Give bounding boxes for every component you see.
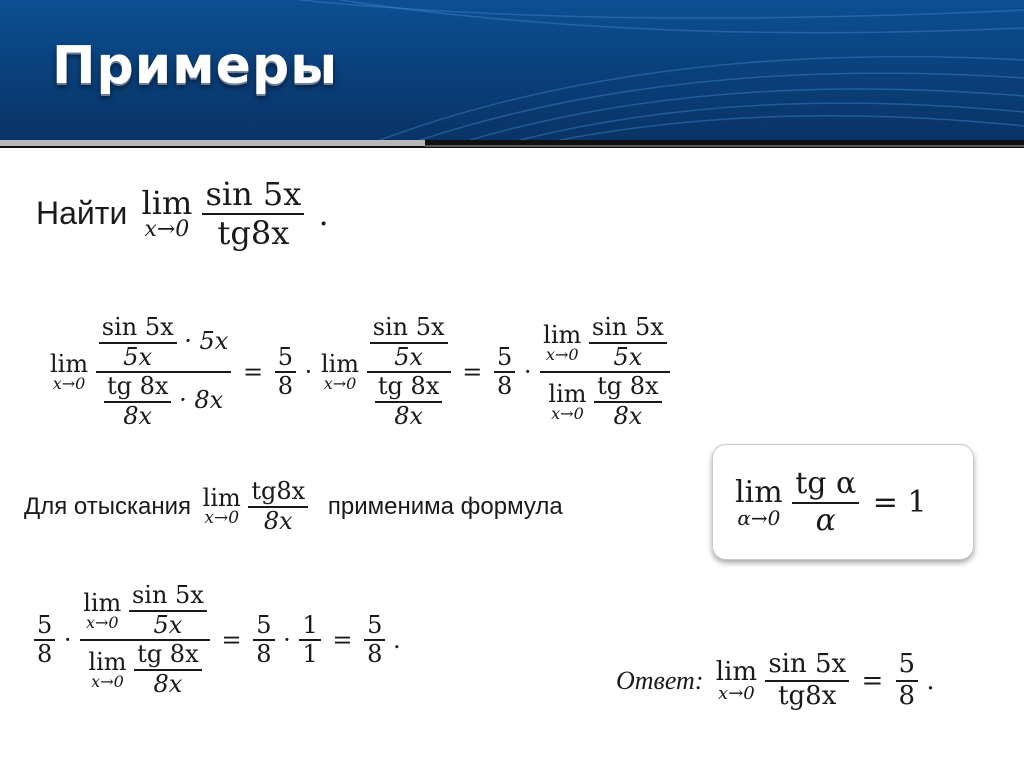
step1-tg8x-c: tg 8x <box>594 373 661 403</box>
step1-lim-sub-d: x→0 <box>551 403 584 423</box>
step1-equation <box>50 314 670 430</box>
step2-dot-a: · <box>63 626 72 655</box>
step1-tg-over-8x-b <box>375 373 442 430</box>
step1-equals-b: = <box>462 358 483 387</box>
step1-times-5x: · 5x <box>184 327 229 356</box>
step1-times-8x: · 8x <box>179 386 224 415</box>
step1-tg8x-a: tg 8x <box>104 373 171 403</box>
step2-limit-a <box>83 588 122 632</box>
formula-fraction <box>792 467 859 538</box>
step2-five-eighths-a <box>34 612 55 669</box>
step1-tg8x-b: tg 8x <box>375 373 442 403</box>
step1-five-eighths-a <box>275 344 296 401</box>
step1-lim-sub-c: x→0 <box>545 344 579 364</box>
step1-big-num-b <box>367 314 451 373</box>
step1-big-num-c <box>540 314 670 373</box>
step2-big-num <box>80 582 210 641</box>
step2-big-den <box>80 641 210 698</box>
step2-dot-b: · <box>283 626 291 655</box>
step2-lim-word-b: lim <box>88 647 127 676</box>
step1-5x-a: 5x <box>123 342 153 371</box>
step1-tg-over-8x-c <box>594 373 661 430</box>
answer-colon: : <box>694 665 704 695</box>
step1-lim-word-d: lim <box>548 379 587 408</box>
step2-tg8x: tg 8x <box>134 641 201 671</box>
step1-lim-word-c: lim <box>543 320 582 349</box>
answer-lim-sub: x→0 <box>718 682 755 704</box>
answer-result <box>896 650 919 712</box>
step1-dot-b: · <box>523 358 532 387</box>
note-limit <box>203 486 241 527</box>
step2-period: . <box>393 626 401 655</box>
header-divider-light <box>0 140 425 146</box>
step1-tg-over-8x-a <box>104 373 171 430</box>
step2-equation <box>34 582 401 698</box>
step2-equals-a: = <box>221 626 242 655</box>
step1-sin5x-c: sin 5x <box>589 314 667 344</box>
task-lim-sub: x→0 <box>144 216 190 242</box>
step2-equals-b: = <box>332 626 353 655</box>
step1-lim-sub-a: x→0 <box>52 374 86 394</box>
step2-one-over-one <box>299 612 320 669</box>
step1-sin-over-5x-c <box>589 314 667 371</box>
step1-limit-a <box>50 352 88 392</box>
step2-lim-word-a: lim <box>83 588 122 617</box>
answer-eight: 8 <box>898 680 916 711</box>
answer-limit <box>715 656 758 704</box>
step2-five-c: 5 <box>364 612 385 642</box>
step1-big-fraction-c <box>540 314 670 430</box>
note-fraction <box>248 478 308 535</box>
step1-big-den-a <box>96 373 232 430</box>
formula-lim-sub: α→0 <box>737 505 781 530</box>
step2-eight-c: 8 <box>367 640 383 669</box>
step2-five-eighths-b <box>253 612 274 669</box>
answer-period: . <box>926 665 935 696</box>
step1-eight-b: 8 <box>496 372 513 401</box>
note-denominator: 8x <box>263 506 293 535</box>
note-numerator: tg8x <box>248 478 308 508</box>
step2-5x: 5x <box>153 610 183 639</box>
formula-box <box>712 444 974 560</box>
step1-5x-c: 5x <box>613 342 643 371</box>
step2-eight-a: 8 <box>37 640 53 669</box>
step1-sin-over-5x-b <box>370 314 448 371</box>
step1-big-den-c <box>540 373 670 430</box>
answer-numerator: sin 5x <box>765 650 849 682</box>
header-divider-line <box>425 145 1024 147</box>
step1-big-fraction-a <box>96 314 232 430</box>
step1-equals-a: = <box>242 358 264 387</box>
step2-big-fraction <box>80 582 210 698</box>
step2-lim-sub-b: x→0 <box>91 671 124 691</box>
formula-rhs: = 1 <box>872 485 927 520</box>
step1-dot-a: · <box>304 358 313 387</box>
note-line <box>24 478 567 535</box>
note-lim-sub: x→0 <box>204 508 240 529</box>
formula-lim-word: lim <box>735 474 783 510</box>
step1-8x-a: 8x <box>123 401 153 430</box>
task-numerator: sin 5x <box>202 176 304 215</box>
step1-five-eighths-b <box>494 344 515 401</box>
step1-lim-word-b: lim <box>320 350 360 379</box>
step1-sin5x-b: sin 5x <box>370 314 448 344</box>
step1-eight-a: 8 <box>277 372 294 401</box>
note-suffix: применима формула <box>327 492 563 520</box>
step1-limit-c <box>543 320 582 364</box>
step2-eight-b: 8 <box>256 640 272 669</box>
step1-8x-c: 8x <box>613 401 643 430</box>
step1-big-num-a <box>96 314 232 373</box>
task-denominator: tg8x <box>217 213 290 252</box>
step1-five-a: 5 <box>275 344 296 374</box>
step2-five-a: 5 <box>34 612 55 642</box>
task-prefix: Найти <box>36 195 128 232</box>
task-period: . <box>318 194 329 233</box>
task-lim-word: lim <box>141 183 193 222</box>
formula-limit <box>735 474 783 530</box>
step1-big-den-b <box>367 373 451 430</box>
answer-lim-word: lim <box>715 656 758 687</box>
step1-limit-d <box>548 379 587 423</box>
formula-denominator: α <box>815 502 836 538</box>
answer-equals: = <box>861 665 884 696</box>
step2-sin5x: sin 5x <box>129 582 207 612</box>
step2-tg-over-8x <box>134 641 201 698</box>
step1-lim-word-a: lim <box>50 350 89 379</box>
formula-content <box>735 467 931 538</box>
step2-five-eighths-c <box>364 612 385 669</box>
step1-8x-b: 8x <box>394 401 424 430</box>
task-statement <box>36 176 333 252</box>
answer-line <box>616 650 935 712</box>
step2-lim-sub-a: x→0 <box>85 612 119 632</box>
step1-sin5x-a: sin 5x <box>99 314 177 344</box>
step1-limit-b <box>321 352 359 392</box>
answer-denominator: tg8x <box>778 680 837 711</box>
step2-8x: 8x <box>153 669 183 698</box>
slide-header <box>0 0 1024 140</box>
answer-label-wrap <box>616 666 707 696</box>
task-limit <box>141 183 193 242</box>
answer-fraction <box>765 650 849 712</box>
note-lim-word: lim <box>202 484 241 513</box>
step1-sin-over-5x-a <box>99 314 177 371</box>
step1-5x-b: 5x <box>394 342 424 371</box>
step1-five-b: 5 <box>494 344 515 374</box>
step2-five-b: 5 <box>253 612 274 642</box>
note-prefix: Для отыскания <box>24 492 192 520</box>
formula-numerator: tg α <box>792 467 859 504</box>
step2-one-num: 1 <box>299 612 320 642</box>
answer-label: Ответ <box>616 665 695 695</box>
step2-limit-b <box>88 647 127 691</box>
answer-five: 5 <box>896 650 919 682</box>
step1-big-fraction-b <box>367 314 451 430</box>
task-fraction <box>202 176 304 252</box>
slide-title: Примеры <box>52 36 339 96</box>
step2-sin-over-5x <box>129 582 207 639</box>
step1-lim-sub-b: x→0 <box>323 374 357 394</box>
step2-one-den: 1 <box>302 640 318 669</box>
